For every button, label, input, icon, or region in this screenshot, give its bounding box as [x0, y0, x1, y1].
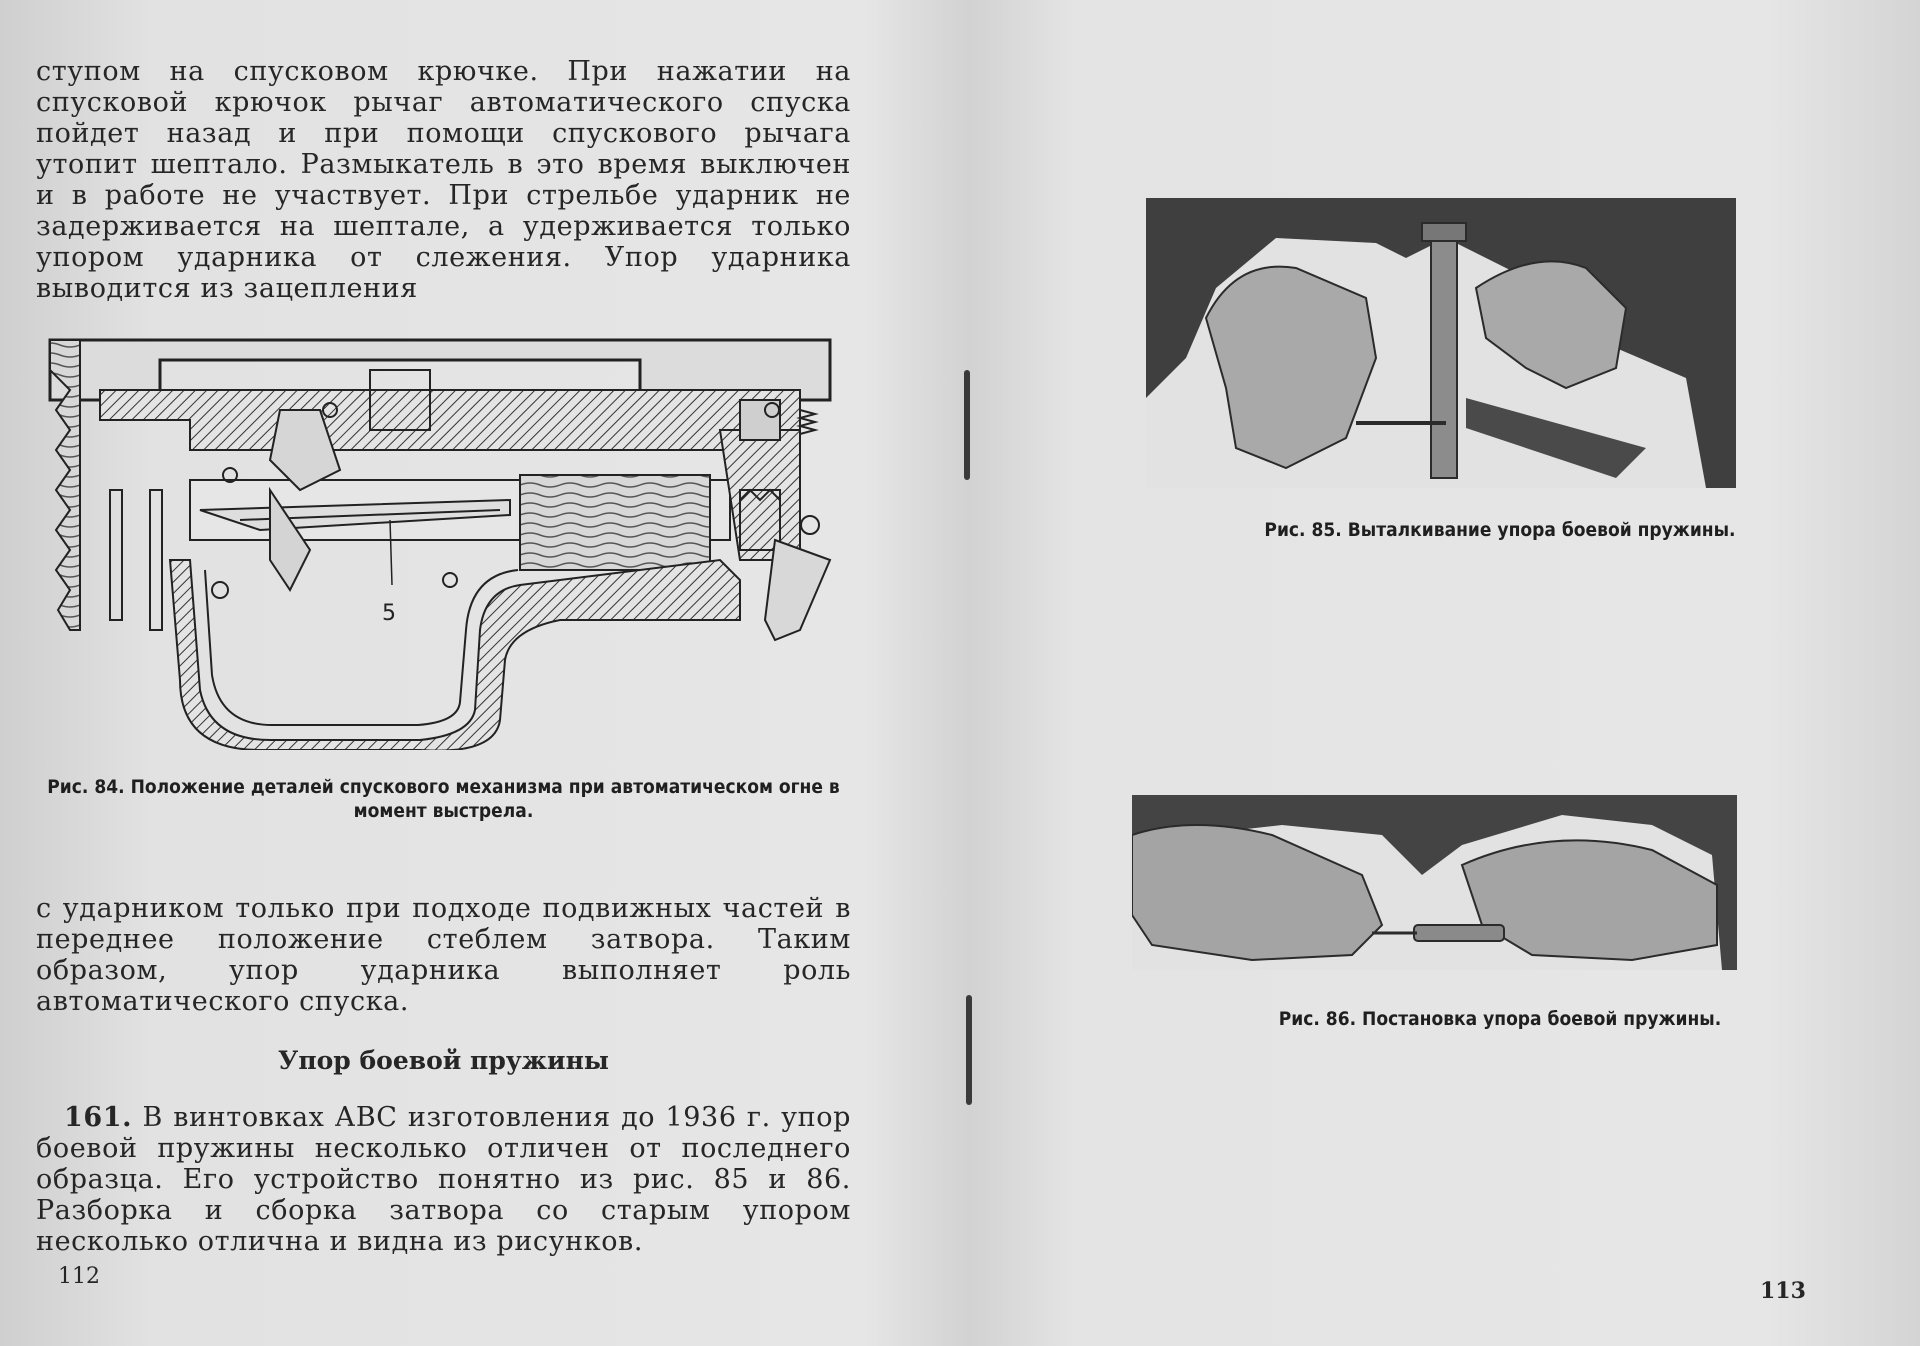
paragraph-161-text: В винтовках АВС изготовления до 1936 г. упор боевой пружины несколько отличен от последнего образца. Его устройство понятно из рис. 85 и 86. Разборка и сборка затвора со старым упором несколько отлична и видна из рисунков.: [36, 1102, 852, 1257]
paragraph-161: [36, 1102, 851, 1257]
page-number-left: 112: [58, 1264, 100, 1289]
figure-84-trigger-diagram: [40, 330, 840, 750]
right-page: [1120, 0, 1880, 1346]
figure-85-caption: Рис. 85. Выталкивание упора боевой пружины.: [1264, 519, 1736, 541]
figure-84-caption: Рис. 84. Положение деталей спускового механизма при автоматическом огне в момент выстрела.: [47, 776, 840, 822]
left-page: [36, 0, 851, 1346]
fold-mark-lower: [966, 995, 972, 1105]
top-paragraph: ступом на спусковом крючке. При нажатии на спусковой крючок рычаг автоматического спуска пойдет назад и при помощи спускового рычага утопит шептало. Размыкатель в это время выключен и в работе не участвует. При стрельбе ударник не задерживается на шептале, а удерживается только упором ударника от слежения. Упор ударника выводится из зацепления: [36, 56, 851, 304]
figure-86-caption: Рис. 86. Постановка упора боевой пружины.: [1278, 1008, 1722, 1030]
middle-paragraph: с ударником только при подходе подвижных частей в переднее положение стеблем затвора. Таким образом, упор ударника выполняет роль автоматического спуска.: [36, 893, 851, 1017]
fold-mark-upper: [964, 370, 970, 480]
paragraph-number: 161.: [64, 1102, 133, 1133]
figure-84-callout: 5: [382, 601, 396, 626]
figure-85-photo: [1146, 198, 1736, 488]
section-heading: Упор боевой пружины: [278, 1046, 609, 1075]
page-number-right: 113: [1760, 1278, 1806, 1304]
figure-86-photo: [1132, 795, 1737, 970]
